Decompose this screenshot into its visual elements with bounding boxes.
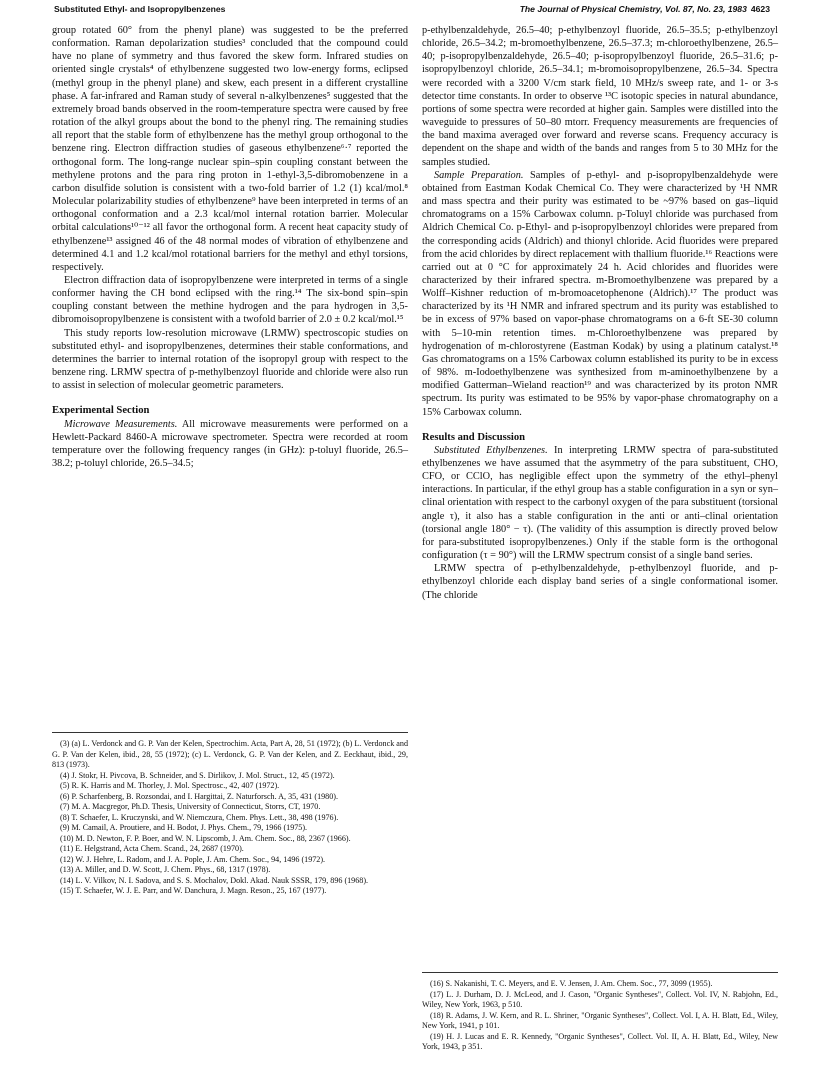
paragraph [422, 444, 778, 562]
section-heading: Results and Discussion [422, 431, 526, 443]
footnote: (8) T. Schaefer, L. Kruczynski, and W. Niemczura, Chem. Phys. Lett., 38, 498 (1976). [60, 812, 339, 822]
footnotes-right [422, 972, 778, 1053]
running-header [54, 4, 770, 20]
paragraph-body: All microwave measurements were performed on a Hewlett-Packard 8460-A microwave spectrometer. Spectra were recorded at room temperature over the following frequency ranges (in GHz): p-toluyl fluoride, 26.5–38.2; p-toluyl chloride, 26.5–34.5; [52, 418, 408, 469]
footnote: (4) J. Stokr, H. Pivcova, B. Schneider, and S. Dirlikov, J. Mol. Struct., 12, 45 (1972). [60, 770, 335, 780]
right-column [422, 24, 778, 602]
footnotes-left [52, 732, 408, 897]
footnote: (19) H. J. Lucas and E. R. Kennedy, "Organic Syntheses", Collect. Vol. II, A. H. Blatt, Ed., Wiley, New York, 1943, p 351. [422, 1031, 778, 1051]
journal-citation [520, 4, 770, 14]
paragraph: p-ethylbenzaldehyde, 26.5–40; p-ethylbenzoyl fluoride, 26.5–35.5; p-ethylbenzoyl chloride, 26.5–34.2; m-bromoethylbenzene, 26.5–37.3; m-chloroethylbenzene, 26.5–40; p-isopropylbenzaldehyde, 26.5–40; p-isopropylbenzoyl fluoride, 26.5–31.6; p-isopropylbenzoyl chloride, 26.5–34.1; m-bromoisopropylbenzene, 26.5–34. Spectra were recorded with a 3200 V/cm stark field, 10 MHz/s sweep rate, and 1- or 3-s detector time constants. In order to observe ¹³C isotopic species in natural abundance, portions of some spectra were recorded at higher gain. Samples were distilled into the waveguide to pressures of 50–80 mtorr. Frequency measurements are frequencies of the band maxima averaged over forward and reverse scans. Frequency accuracy is dependent on the shape and width of the bands and ranges from 5 to 30 MHz for the samples studied. [422, 25, 778, 168]
footnote-rule [422, 972, 778, 973]
footnote: (12) W. J. Hehre, L. Radom, and J. A. Pople, J. Am. Chem. Soc., 94, 1496 (1972). [60, 854, 326, 864]
paragraph: Electron diffraction data of isopropylbenzene were interpreted in terms of a single conformer having the CH bond eclipsed with the ring.¹⁴ The six-bond spin–spin coupling constant between the methine hydrogen and the para hydrogen in 3,5-dibromoisopropylbenzene is consistent with a twofold barrier of 2.0 ± 0.2 kcal/mol.¹⁵ [52, 274, 408, 326]
journal-name: The Journal of Physical Chemistry, Vol. 87, No. 23, 1983 [519, 4, 747, 14]
footnote: (17) L. J. Durham, D. J. McLeod, and J. Cason, "Organic Syntheses", Collect. Vol. IV, N. Rabjohn, Ed., Wiley, New York, 1963, p 510. [422, 989, 778, 1009]
section-heading: Experimental Section [52, 405, 150, 417]
paragraph [52, 418, 408, 471]
footnote: (14) L. V. Vilkov, N. I. Sadova, and S. S. Mochalov, Dokl. Akad. Nauk SSSR, 179, 896 (1968). [60, 875, 369, 885]
running-title: Substituted Ethyl- and Isopropylbenzenes [54, 4, 226, 14]
footnote: (5) R. K. Harris and M. Thorley, J. Mol. Spectrosc., 42, 407 (1972). [60, 781, 280, 790]
paragraph: LRMW spectra of p-ethylbenzaldehyde, p-ethylbenzoyl fluoride, and p-ethylbenzoyl chloride each display band series of a single conformational isomer. (The chloride [422, 563, 778, 601]
paragraph-body: In interpreting LRMW spectra of para-substituted ethylbenzenes we have assumed that the asymmetry of the para substituent, CHO, CFO, or CClO, has negligible effect upon the symmetry of the ethyl–phenyl interactions. In particular, if the ethyl group has a stable configuration in a syn or syn–clinal orientation with respect to the carbonyl oxygen of the para substituent (torsional angle τ), it also has a stable configuration in the anti or anti–clinal orientation (torsional angle 180° − τ). (The validity of this assumption is directly proved below for para-substituted isopropylbenzenes.) Only if the stable form is the orthogonal configuration (τ = 90°) will the LRMW spectrum consist of a single band series. [422, 444, 779, 562]
footnote: (7) M. A. Macgregor, Ph.D. Thesis, University of Connecticut, Storrs, CT, 1970. [60, 802, 321, 811]
paragraph-lead: Sample Preparation. [434, 169, 524, 181]
footnote: (11) E. Helgstrand, Acta Chem. Scand., 24, 2687 (1970). [60, 844, 244, 853]
footnote: (15) T. Schaefer, W. J. E. Parr, and W. Danchura, J. Magn. Reson., 25, 167 (1977). [60, 886, 327, 895]
footnote: (18) R. Adams, J. W. Kern, and R. L. Shriner, "Organic Syntheses", Collect. Vol. I, A. H. Blatt, Ed., Wiley, New York, 1941, p 101. [422, 1010, 778, 1030]
footnote-rule [52, 732, 408, 733]
paragraph-body: Samples of p-ethyl- and p-isopropylbenzaldehyde were obtained from Eastman Kodak Chemical Co. They were characterized by ¹H NMR and mass spectra and their purity was estimated to be ~97% based on gas–liquid chromatograms on a 15% Carbowax column. p-Toluyl chloride was purchased from Aldrich Chemical Co. p-Ethyl- and p-isopropylbenzoyl chlorides were prepared from the corresponding acids (Aldrich) and thionyl chloride. Acid fluorides were prepared from the acid chlorides by direct replacement with thallium fluoride.¹⁶ Reactions were carried out at 0 °C for approximately 24 h. Acid chlorides and fluorides were characterized by their infrared spectra. m-Bromoethylbenzene was prepared by a Wolff–Kishner reduction of m-bromoacetophenone (Aldrich).¹⁷ The product was characterized by its ¹H NMR and infrared spectrum and its purity was established to be in excess of 97% based on vapor-phase chromatograms on a 6-ft SE-30 column with 5–10-min retention times. m-Chloroethylbenzene was prepared by hydrogenation of m-chlorostyrene (Eastman Kodak) by using a platinum catalyst.¹⁸ Gas chromatograms on a 15% Carbowax column established its purity to be in excess of 98%. m-Iodoethylbenzene was synthesized from m-aminoethylbenzene by a modified Gatterman–Wieland reaction¹⁹ and was characterized by its proton NMR spectrum. Its purity was estimated to be 95% by vapor-phase chromatography on a 15% Carbowax column. [422, 169, 778, 418]
footnote: (13) A. Miller, and D. W. Scott, J. Chem. Phys., 68, 1317 (1978). [60, 865, 271, 874]
footnote: (16) S. Nakanishi, T. C. Meyers, and E. V. Jensen, J. Am. Chem. Soc., 77, 3099 (1955). [430, 979, 713, 988]
footnote: (10) M. D. Newton, F. P. Boer, and W. N. Lipscomb, J. Am. Chem. Soc., 88, 2367 (1966). [60, 833, 351, 843]
paragraph [422, 169, 778, 419]
footnote: (6) P. Scharfenberg, B. Rozsondai, and I. Hargittai, Z. Naturforsch. A, 35, 431 (1980). [60, 791, 338, 801]
page-number: 4623 [750, 4, 770, 14]
footnote: (3) (a) L. Verdonck and G. P. Van der Kelen, Spectrochim. Acta, Part A, 28, 51 (1972); (b) L. Verdonck and G. P. Van der Kelen, ibid., 28, 55 (1972); (c) L. Verdonck, G. P. Van der Kelen, and Z. Eeckhaut, ibid., 29, 813 (1973). [52, 739, 408, 769]
left-column [52, 24, 408, 470]
paragraph: This study reports low-resolution microwave (LRMW) spectroscopic studies on substituted ethyl- and isopropylbenzenes, determines their stable conformations, and determines the barrier to internal rotation of the isopropyl group with respect to the benzene ring. LRMW spectra of p-methylbenzoyl fluoride and chloride were also run to assist in selection of molecular geometric parameters. [52, 327, 408, 392]
footnote: (9) M. Camail, A. Proutiere, and H. Bodot, J. Phys. Chem., 79, 1966 (1975). [60, 823, 308, 832]
paragraph: group rotated 60° from the phenyl plane) was suggested to be the preferred conformation. Raman depolarization studies³ concluded that the compound could have no plane of symmetry and thus favored the skew form. Infrared studies on oriented single crystals⁴ of ethylbenzene suggested two low-energy forms, eclipsed (methyl group in the phenyl plane) and skew, each present in a different crystalline phase. A far-infrared and Raman study of several n-alkylbenzenes⁵ suggested that the extremely broad bands observed in the room-temperature spectra were caused by free rotation of the alkyl groups about the bond to the phenyl ring. The remaining studies all report that the stable form of ethylbenzene has the methyl group orthogonal to the benzene ring. Electron diffraction studies of gaseous ethylbenzene⁶·⁷ reported the orthogonal form. The long-range nuclear spin–spin coupling constant between the methylene protons and the para ring proton in 1-ethyl-3,5-dibromobenzene in a carbon disulfide solution is consistent with a two-fold barrier of 1.2 (1) kcal/mol.⁸ Molecular polarizability studies of ethylbenzene⁹ have been interpreted in terms of an orthogonal conformation and a 2.3 kcal/mol internal rotation barrier. Molecular orbital calculations¹⁰⁻¹² all favor the orthogonal form. A recent heat capacity study of ethylbenzene¹³ assigned 46 of the 48 normal modes of vibration of ethylbenzene and determined 4.1 and 1.2 kcal/mol rotational barriers for the methyl and ethyl torsions, respectively. [52, 25, 408, 273]
paragraph-lead: Microwave Measurements. [64, 418, 178, 430]
paragraph-lead: Substituted Ethylbenzenes. [434, 444, 548, 456]
